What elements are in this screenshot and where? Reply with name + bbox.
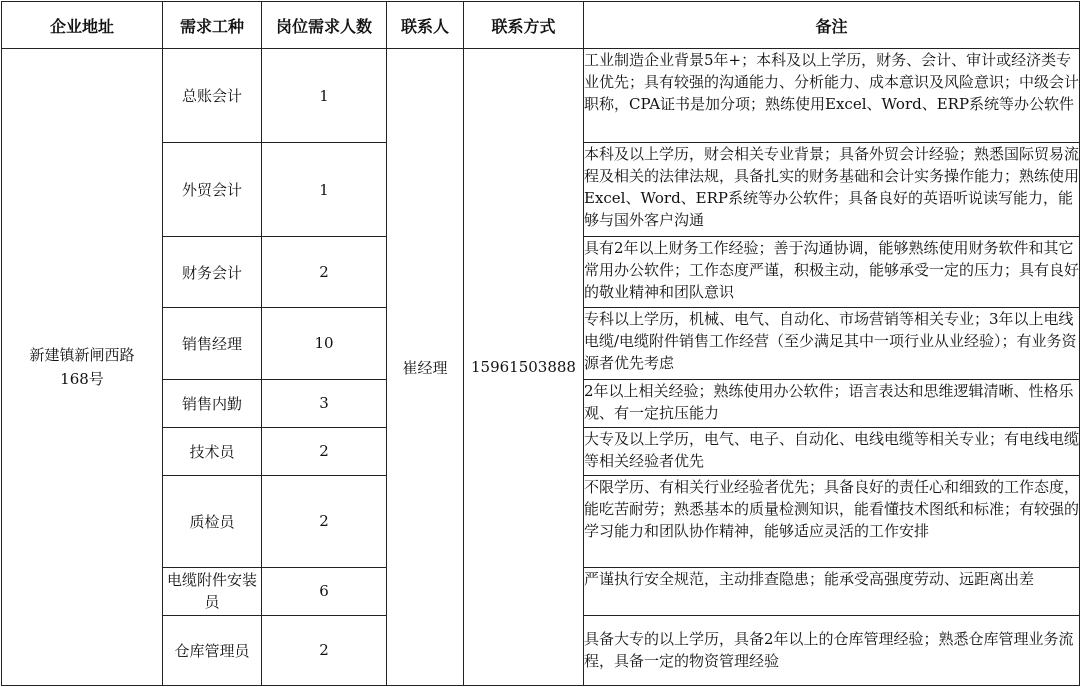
headcount-cell: 2 [262,475,387,567]
job-type-cell: 技术员 [163,427,262,475]
contact-phone-cell: 15961503888 [464,49,584,686]
remarks-cell: 本科及以上学历，财会相关专业背景；具备外贸会计经验；熟悉国际贸易流程及相关的法律法规，具备扎实的财务基础和会计实务操作能力；熟练使用Excel、Word、ERP系统等办公软件；具备良好的英语听说读写能力，能够与国外客户沟通 [584,143,1080,237]
job-type-cell: 销售经理 [163,308,262,379]
job-type-cell: 仓库管理员 [163,615,262,685]
job-type-cell: 质检员 [163,475,262,567]
table-row [2,49,1080,143]
header-headcount: 岗位需求人数 [262,2,387,49]
headcount-cell: 2 [262,427,387,475]
job-type-cell: 电缆附件安装员 [163,567,262,615]
remarks-cell: 工业制造企业背景5年+；本科及以上学历，财务、会计、审计或经济类专业优先；具有较强的沟通能力、分析能力、成本意识及风险意识；中级会计职称，CPA证书是加分项；熟练使用Excel、Word、ERP系统等办公软件 [584,49,1080,143]
company-address-cell [2,49,163,686]
headcount-cell: 2 [262,615,387,685]
contact-person-cell: 崔经理 [387,49,464,686]
header-job-type: 需求工种 [163,2,262,49]
job-type-cell: 外贸会计 [163,143,262,237]
header-row [2,2,1080,49]
headcount-cell: 1 [262,143,387,237]
headcount-cell: 3 [262,379,387,427]
remarks-cell: 专科以上学历，机械、电气、自动化、市场营销等相关专业；3年以上电线电缆/电缆附件销售工作经营（至少满足其中一项行业从业经验）；有业务资源者优先考虑 [584,308,1080,379]
company-address-line2: 168号 [60,370,104,388]
job-requirements-table [1,1,1080,686]
headcount-cell: 6 [262,567,387,615]
header-address: 企业地址 [2,2,163,49]
remarks-cell: 不限学历、有相关行业经验者优先；具备良好的责任心和细致的工作态度，能吃苦耐劳；熟悉基本的质量检测知识，能看懂技术图纸和标准；有较强的学习能力和团队协作精神，能够适应灵活的工作安排 [584,475,1080,567]
job-type-cell: 销售内勤 [163,379,262,427]
headcount-cell: 10 [262,308,387,379]
header-contact-method: 联系方式 [464,2,584,49]
company-address-line1: 新建镇新闸西路 [29,346,135,364]
header-remarks: 备注 [584,2,1080,49]
remarks-cell: 具备大专的以上学历，具备2年以上的仓库管理经验；熟悉仓库管理业务流程，具备一定的物资管理经验 [584,615,1080,685]
remarks-cell: 2年以上相关经验；熟练使用办公软件；语言表达和思维逻辑清晰、性格乐观、有一定抗压能力 [584,379,1080,427]
remarks-cell: 具有2年以上财务工作经验；善于沟通协调，能够熟练使用财务软件和其它常用办公软件；工作态度严谨，积极主动，能够承受一定的压力；具有良好的敬业精神和团队意识 [584,237,1080,308]
headcount-cell: 2 [262,237,387,308]
remarks-cell: 大专及以上学历，电气、电子、自动化、电线电缆等相关专业；有电线电缆等相关经验者优先 [584,427,1080,475]
remarks-cell: 严谨执行安全规范，主动排查隐患；能承受高强度劳动、远距离出差 [584,567,1080,615]
header-contact: 联系人 [387,2,464,49]
job-type-cell: 总账会计 [163,49,262,143]
headcount-cell: 1 [262,49,387,143]
job-type-cell: 财务会计 [163,237,262,308]
